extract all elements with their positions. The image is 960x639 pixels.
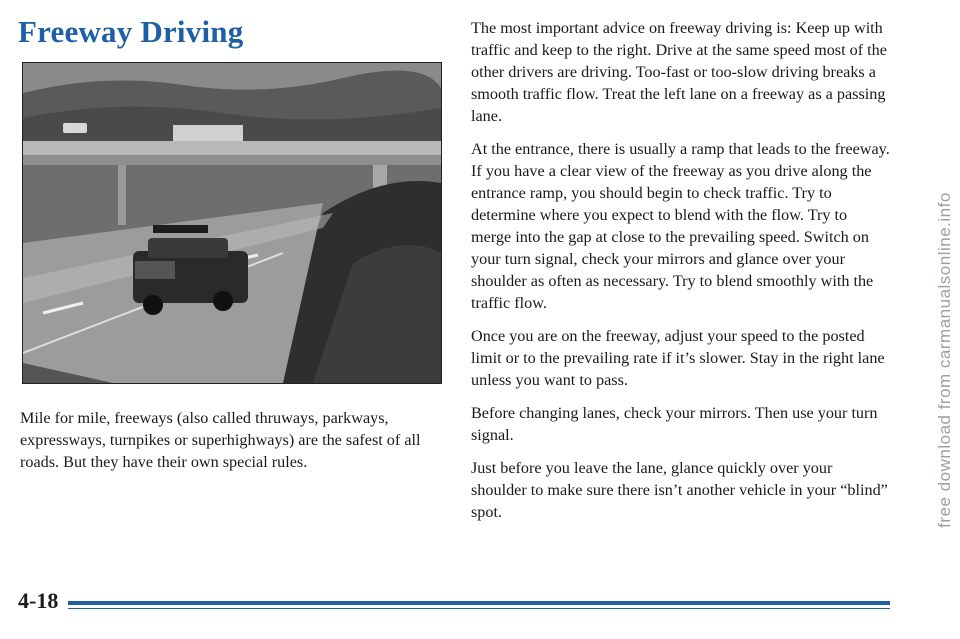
- paragraph: Before changing lanes, check your mirrors. Then use your turn signal.: [471, 404, 878, 444]
- paragraph: Once you are on the freeway, adjust your speed to the posted limit or to the prevailing rate if it’s slower. Stay in the right lane unless you want to pass.: [471, 327, 885, 389]
- watermark-text: free download from carmanualsonline.info: [935, 192, 954, 528]
- page-number: 4-18: [18, 588, 59, 613]
- paragraph: Just before you leave the lane, glance quickly over your shoulder to make sure there isn’t another vehicle in your “blind” spot.: [471, 459, 888, 521]
- page-footer: [18, 588, 893, 618]
- watermark: [930, 90, 960, 630]
- footer-rule: [68, 601, 890, 605]
- body-text-column: [471, 17, 891, 534]
- page-title: Freeway Driving: [18, 14, 244, 49]
- freeway-photo: [22, 62, 442, 384]
- intro-caption: Mile for mile, freeways (also called thruways, parkways, expressways, turnpikes or superhighways) are the safest of all roads. But they have their own special rules.: [20, 409, 421, 471]
- paragraph: At the entrance, there is usually a ramp that leads to the freeway. If you have a clear view of the freeway as you drive along the entrance ramp, you should begin to check traffic. Try to determine where you expect to blend with the flow. Try to merge into the gap at close to the prevailing speed. Switch on your turn signal, check your mirrors and glance over your shoulder as often as necessary. Try to blend smoothly with the traffic flow.: [471, 140, 890, 312]
- footer-rule-thin: [68, 608, 890, 609]
- paragraph: The most important advice on freeway driving is: Keep up with traffic and keep to the right. Drive at the same speed most of the other drivers are driving. Too-fast or too-slow driving breaks a smooth traffic flow. Treat the left lane on a freeway as a passing lane.: [471, 19, 887, 125]
